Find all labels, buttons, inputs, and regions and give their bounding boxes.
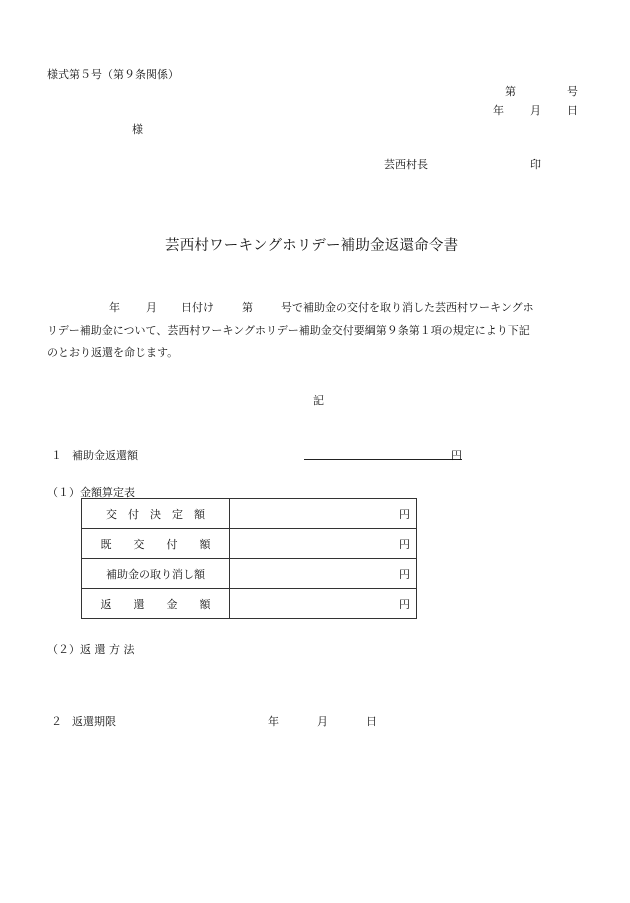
row-label: 既 交 付 額	[82, 529, 230, 559]
deadline-year: 年	[268, 715, 279, 728]
item1-label: 補助金返還額	[72, 449, 138, 462]
body-line-1	[47, 297, 595, 320]
row-label: 交 付 決 定 額	[82, 499, 230, 529]
body-year: 年	[109, 301, 120, 314]
row-unit: 円	[230, 589, 417, 619]
body-line1-rest: 号で補助金の交付を取り消した芸西村ワーキングホ	[281, 301, 534, 314]
item1-unit: 円	[451, 449, 462, 462]
deadline-day: 日	[366, 715, 377, 728]
row-label: 補助金の取り消し額	[82, 559, 230, 589]
row-unit: 円	[230, 499, 417, 529]
issuer-name: 芸西村長	[384, 158, 428, 171]
body-line-2: リデー補助金について、芸西村ワーキングホリデー補助金交付要綱第９条第１項の規定により下記	[47, 323, 530, 337]
body-line-3: のとおり返還を命じます。	[47, 346, 179, 359]
date-year: 年	[493, 104, 504, 117]
section2-title: （２）返 還 方 法	[47, 643, 135, 656]
document-title: 芸西村ワーキングホリデー補助金返還命令書	[165, 238, 459, 254]
form-number: 様式第５号（第９条関係）	[47, 68, 179, 81]
body-date-ref: 日付け	[181, 301, 214, 314]
row-label: 返 還 金 額	[82, 589, 230, 619]
section1-title: （１）金額算定表	[47, 486, 135, 499]
row-unit: 円	[230, 559, 417, 589]
item1-number: １	[51, 449, 62, 462]
ki-heading: 記	[313, 394, 324, 407]
calc-table	[81, 498, 417, 619]
addressee-sama: 様	[132, 123, 143, 136]
seal-mark: 印	[530, 158, 541, 171]
table-row	[82, 589, 417, 619]
body-month: 月	[146, 301, 157, 314]
date-day: 日	[567, 104, 578, 117]
table-row	[82, 559, 417, 589]
doc-number-dai: 第	[505, 85, 516, 98]
item2-label: 返還期限	[72, 715, 116, 728]
date-month: 月	[530, 104, 541, 117]
table-row	[82, 499, 417, 529]
row-unit: 円	[230, 529, 417, 559]
doc-number-go: 号	[567, 85, 578, 98]
amount-underline	[304, 459, 462, 460]
table-row	[82, 529, 417, 559]
body-dai: 第	[242, 301, 253, 314]
item2-number: ２	[51, 715, 62, 728]
body-paragraph	[47, 297, 595, 365]
deadline-month: 月	[317, 715, 328, 728]
